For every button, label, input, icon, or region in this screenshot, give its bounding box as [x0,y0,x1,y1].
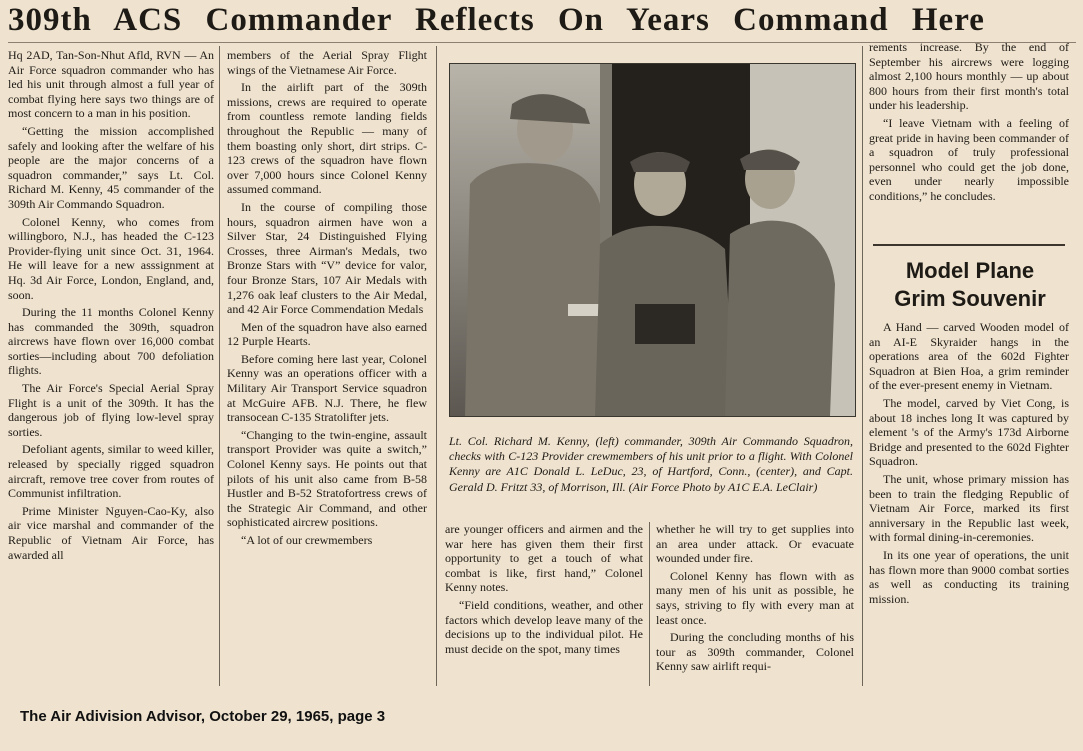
source-footer: The Air Adivision Advisor, October 29, 1965, page 3 [20,708,386,725]
paragraph: “Changing to the twin-engine, assault transport Provider was quite a switch,” Colonel Kenny says. He points out that pilots of his unit also came from B-58 Hustler and B-52 Stratofortress crews of the Strategic Air Command, and other sophisticated aircrew positions. [227,427,427,530]
paragraph: “Field conditions, weather, and other factors which develop leave many of the decisions up to the individual pilot. He must decide on the spot, many times [445,597,643,656]
column-divider [436,46,437,686]
paragraph: Men of the squadron have also earned 12 Purple Hearts. [227,319,427,349]
paragraph: “I leave Vietnam with a feeling of great pride in having been commander of a squadron of truly professional personnel who could get the job done, even under nearly impossible conditions,” he concludes. [869,115,1069,203]
paragraph: “Getting the mission accomplished safely and looking after the welfare of his people are the major concerns of a squadron commander,” says Lt. Col. Richard M. Kenny, 45 commander of the 309th Air Commando Squadron. [8,123,214,211]
column-divider [862,46,863,686]
article-column-3a [445,522,643,688]
paragraph: A Hand — carved Wooden model of an AI-E Skyraider hangs in the operations area of the 602d Fighter Squadron at Bien Hoa, a grim reminder of the ever-present enemy in Vietnam. [869,320,1069,393]
article-column-2 [227,48,427,688]
paragraph: “A lot of our crewmembers [241,533,373,547]
paragraph: During the 11 months Colonel Kenny has commanded the 309th, squadron aircrews have flown over 16,000 combat sorties—including about 700 defoliation flights. [8,305,214,378]
paragraph: Colonel Kenny, who comes from willingboro, N.J., has headed the C-123 Provider-flying unit since Oct. 31, 1964. He will leave for a new asssignment at Hq. 3d Air Force, London, England, and, soon. [8,214,214,302]
sidebar-headline-line-2: Grim Souvenir [894,286,1046,311]
paragraph: Prime Minister Nguyen-Cao-Ky, also air vice marshal and commander of the Republic of Vietnam Air Force, has awarded all [8,503,214,562]
paragraph: are younger officers and airmen and the war here has given them their first opportunity to get a touch of what combat is like, first hand,” Colonel Kenny notes. [445,522,643,595]
paragraph: During the concluding months of his tour as 309th commander, Colonel Kenny saw airlift requi- [656,630,854,674]
article-column-4 [869,40,1069,236]
paragraph: Before coming here last year, Colonel Kenny was an operations officer with a Military Air Transport Service squadron at McGuire AFB. N.J. There, he flew transocean C-135 Stratolifter jets. [227,351,427,425]
paragraph: Hq 2AD, Tan-Son-Nhut Afld, RVN — An Air Force squadron commander who has led his unit through almost a full year of combat flying here says two things are of most concern to a man in his position. [8,48,214,121]
sidebar-headline-line-1: Model Plane [905,258,1035,283]
article-column-3b [656,522,854,688]
headline: 309th ACS Commander Reflects On Years Command Here [8,2,985,38]
sidebar-headline [872,257,1068,313]
paragraph: In its one year of operations, the unit has flown more than 9000 combat sorties as well as conducting its training mission. [869,547,1069,606]
paragraph: In the course of compiling those hours, squadron airmen have won a Silver Star, 24 Distinguished Flying Crosses, three Airman's Medals, two Bronze Stars with “V” device for valor, four Bronze Stars, 107 Air Medals with 1,276 oak leaf clusters to the Air Medal, and 42 Air Force Commendation Medals [227,199,427,317]
paragraph: Defoliant agents, similar to weed killer, released by specially rigged squadron aircraft, remove tree cover from routes of Communist infiltration. [8,442,214,501]
paragraph: whether he will try to get supplies into an area under attack. Or evacuate wounded under fire. [656,522,854,566]
photo-illustration [450,64,855,416]
photo-caption: Lt. Col. Richard M. Kenny, (left) commander, 309th Air Commando Squadron, checks with C-123 Provider crewmembers of his unit prior to a flight. With Colonel Kenny are A1C Donald L. LeDuc, 23, of Hartford, Conn., (center), and Capt. Gerald D. Fritzt 33, of Morrison, Ill. (Air Force Photo by A1C E.A. LeClair) [449,434,853,494]
column-divider [219,46,220,686]
paragraph: In the airlift part of the 309th missions, crews are required to operate from countless remote landing fields throughout the Republic — many of them boasting only short, dirt strips. C-123 crews of the squadron have flown over 7,000 hours since Colonel Kenny assumed command. [227,80,427,197]
paragraph: The Air Force's Special Aerial Spray Flight is a unit of the 309th. It has the dangerous job of flying low-level spray sorties. [8,381,214,439]
section-rule [873,244,1065,246]
paragraph: rements increase. By the end of September his aircrews were logging almost 2,100 hours monthly — up about 800 hours from their first month's total under his leadership. [869,40,1069,113]
article-column-1 [8,48,214,688]
news-photo [449,63,856,417]
paragraph: Colonel Kenny has flown with as many men of his unit as possible, he says, striving to fly with every man at least once. [656,568,854,627]
paragraph: The unit, whose primary mission has been to train the fledging Republic of Vietnam Air Force, marked its first anniversary in the Republic last week, with formal dining-in-ceremonies. [869,471,1069,545]
column-divider [649,522,650,686]
sidebar-article [869,320,1069,688]
paragraph: members of the Aerial Spray Flight wings of the Vietnamese Air Force. [227,48,427,77]
paragraph: The model, carved by Viet Cong, is about 18 inches long It was captured by element 's of the Army's 173d Airborne Bridge and presented to the 602d Fighter Squadron. [869,395,1069,469]
